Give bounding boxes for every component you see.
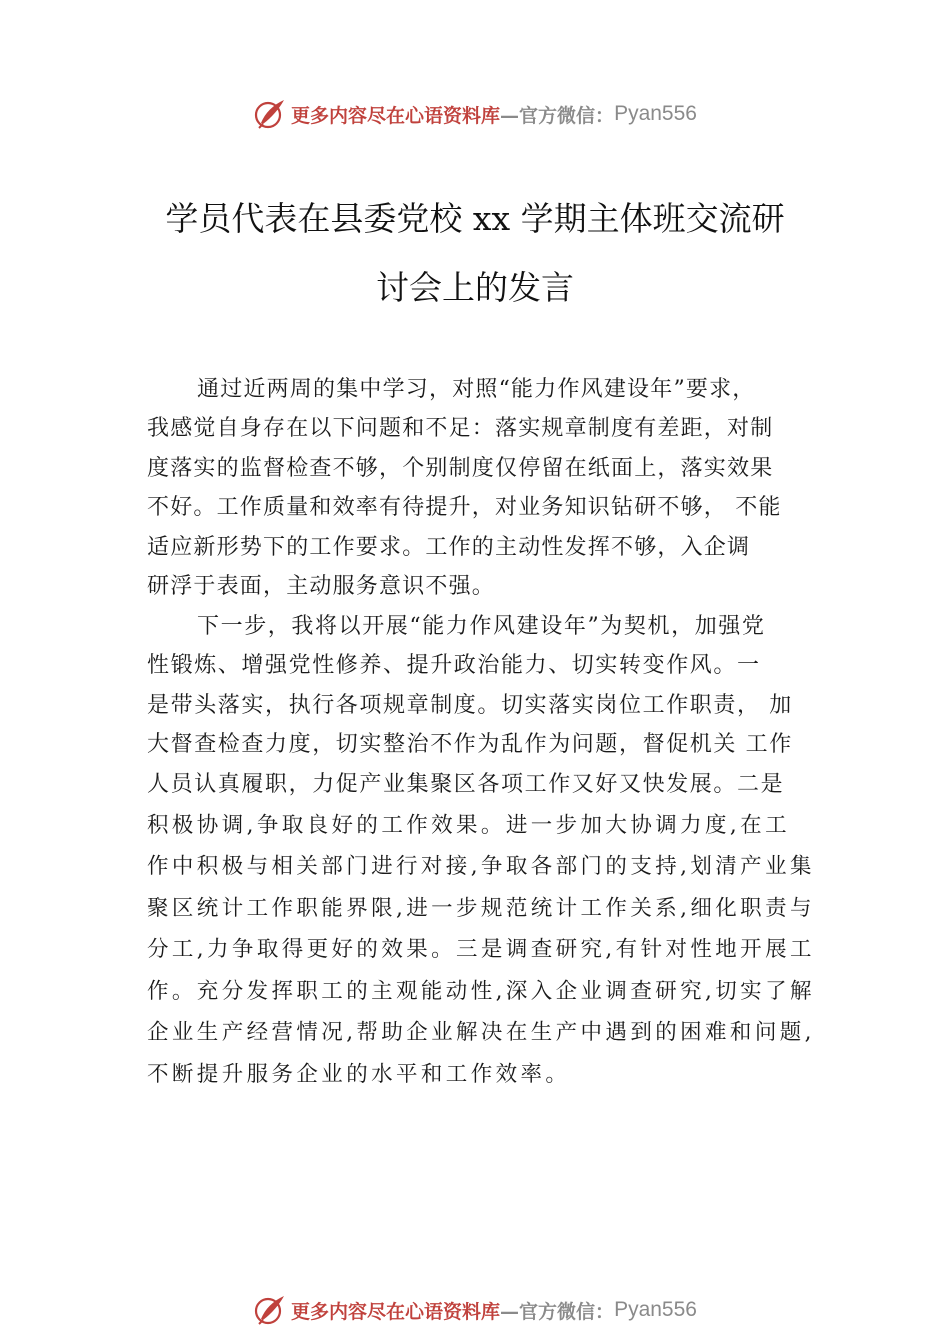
paragraph-1-line: 不好。工作质量和效率有待提升，对业务知识钻研不够， 不能	[147, 495, 782, 520]
paragraph-1-line: 我感觉自身存在以下问题和不足：落实规章制度有差距，对制	[147, 416, 774, 441]
paragraph-2-line: 积极协调,争取良好的工作效果。进一步加大协调力度,在工	[147, 813, 790, 838]
paragraph-2-line: 下一步，我将以开展“能力作风建设年”为契机，加强党	[197, 614, 766, 639]
paragraph-2-line: 作中积极与相关部门进行对接,争取各部门的支持,划清产业集	[147, 854, 815, 879]
document-title-line-2: 讨会上的发言	[376, 268, 574, 307]
watermark-text-gray: —官方微信：	[500, 1300, 615, 1323]
paragraph-1-line: 适应新形势下的工作要求。工作的主动性发挥不够，入企调	[147, 535, 751, 560]
watermark-banner-top	[0, 94, 950, 134]
paragraph-2-line: 分工,力争取得更好的效果。三是调查研究,有针对性地开展工	[147, 937, 815, 962]
paragraph-2-line: 作。充分发挥职工的主观能动性,深入企业调查研究,切实了解	[147, 979, 815, 1004]
document-title-line-1: 学员代表在县委党校 xx 学期主体班交流研	[165, 199, 785, 238]
paragraph-2-line: 大督查检查力度，切实整治不作为乱作为问题，督促机关 工作	[147, 732, 793, 757]
watermark-text-red: 更多内容尽在心语资料库	[291, 1300, 501, 1323]
quill-logo-icon	[253, 1293, 287, 1327]
watermark-wechat-id: Pyan556	[614, 102, 697, 125]
paragraph-2-line: 是带头落实，执行各项规章制度。切实落实岗位工作职责， 加	[147, 693, 793, 718]
paragraph-1-line: 通过近两周的集中学习，对照“能力作风建设年”要求，	[197, 377, 756, 402]
paragraph-2-line: 人员认真履职，力促产业集聚区各项工作又好又快发展。二是	[147, 772, 785, 797]
paragraph-1-line: 度落实的监督检查不够，个别制度仅停留在纸面上，落实效果	[147, 456, 774, 481]
watermark-banner-bottom	[0, 1290, 950, 1330]
quill-logo-icon	[253, 97, 287, 131]
paragraph-2-line: 企业生产经营情况,帮助企业解决在生产中遇到的困难和问题,	[147, 1020, 815, 1045]
paragraph-1-line: 研浮于表面，主动服务意识不强。	[147, 574, 496, 599]
watermark-text-gray: —官方微信：	[500, 104, 615, 127]
watermark-wechat-id: Pyan556	[614, 1298, 697, 1321]
watermark-text-red: 更多内容尽在心语资料库	[291, 104, 501, 127]
paragraph-2-line: 性锻炼、增强党性修养、提升政治能力、切实转变作风。一	[147, 653, 761, 678]
paragraph-2-line: 不断提升服务企业的水平和工作效率。	[147, 1062, 571, 1087]
paragraph-2-line: 聚区统计工作职能界限,进一步规范统计工作关系,细化职责与	[147, 896, 815, 921]
